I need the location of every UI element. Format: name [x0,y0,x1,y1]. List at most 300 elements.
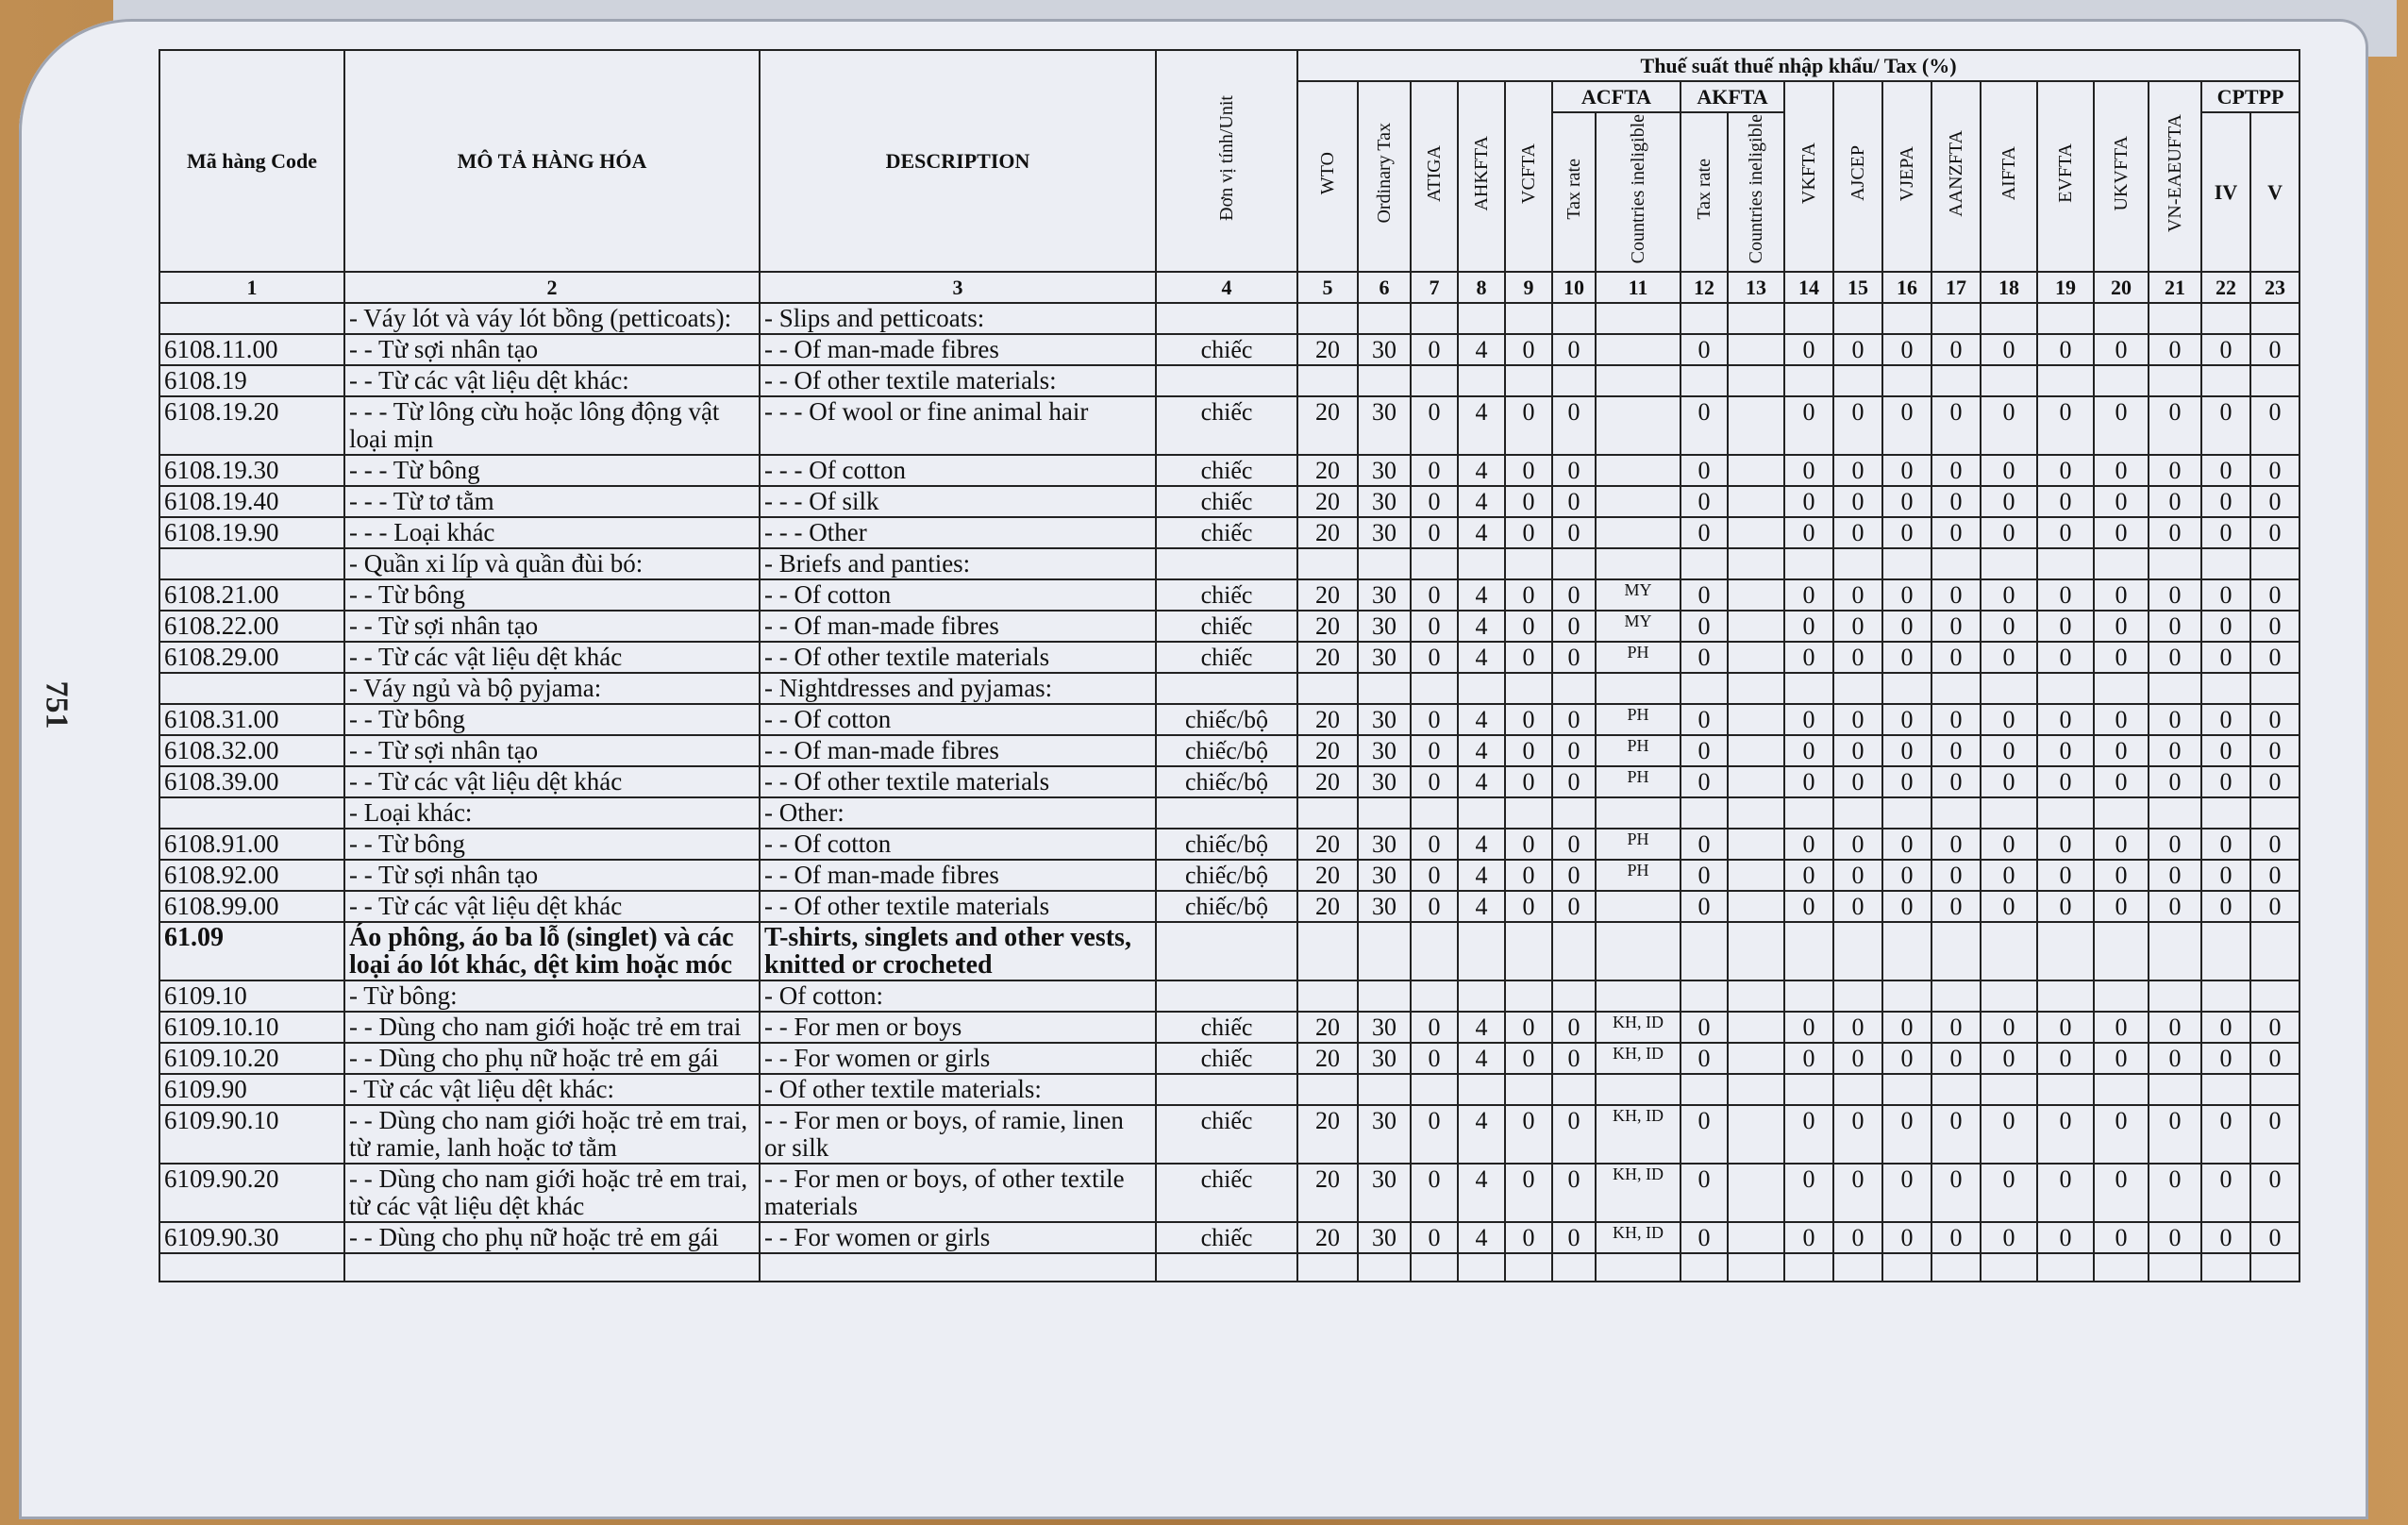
rate-cell: 0 [2201,735,2250,766]
rate-cell: 0 [1681,704,1728,735]
rate-cell: 0 [2201,455,2250,486]
rate-cell: 0 [1882,1043,1931,1074]
rate-cell: 0 [2250,735,2299,766]
rate-cell [1784,548,1833,579]
rate-cell [1505,673,1552,704]
rate-cell: 0 [2094,486,2149,517]
rate-cell: 0 [2250,1012,2299,1043]
rate-cell [2250,1074,2299,1105]
en-description-cell: - - Of cotton [760,579,1156,611]
rate-cell: 0 [2250,486,2299,517]
rate-cell: 0 [2250,517,2299,548]
unit-cell [1156,365,1297,396]
rate-cell: 0 [1882,1222,1931,1253]
rate-cell: 0 [1505,766,1552,797]
rate-cell: 0 [1931,334,1981,365]
rate-cell: 0 [2201,891,2250,922]
hs-code-cell: 6109.10 [159,980,344,1012]
unit-cell [1156,303,1297,334]
rate-cell: 0 [1552,1105,1596,1164]
hs-code-cell: 6109.90.20 [159,1164,344,1222]
empty-cell [344,1253,760,1282]
rate-cell [1552,1074,1596,1105]
rate-cell [2250,980,2299,1012]
rate-cell: 30 [1358,1105,1411,1164]
unit-cell: chiếc [1156,517,1297,548]
rate-cell: 4 [1458,1164,1505,1222]
rate-cell [1596,303,1681,334]
rate-cell: 0 [1882,334,1931,365]
rate-cell [1931,365,1981,396]
rate-cell: 0 [2201,860,2250,891]
rate-cell: 30 [1358,766,1411,797]
rate-cell: 0 [2037,1043,2094,1074]
en-description-cell: - - Of man-made fibres [760,611,1156,642]
rate-cell: 0 [1505,1105,1552,1164]
rate-cell: 0 [1981,704,2037,735]
unit-cell: chiếc [1156,334,1297,365]
en-description-cell: - - For men or boys [760,1012,1156,1043]
rate-cell: 0 [1882,735,1931,766]
rate-cell [2201,797,2250,829]
rate-cell: 0 [1784,455,1833,486]
header-unit-label: Đơn vị tính/Unit [1215,94,1237,221]
rate-cell: 0 [1833,1105,1882,1164]
unit-cell [1156,922,1297,980]
en-description-cell: - - For men or boys, of other textile materials [760,1164,1156,1222]
rate-cell: 0 [1552,829,1596,860]
rate-cell: 0 [1681,1164,1728,1222]
rate-cell [1728,891,1784,922]
vn-description-cell: - Từ các vật liệu dệt khác: [344,1074,760,1105]
rate-cell: 30 [1358,334,1411,365]
rate-cell: 0 [1784,334,1833,365]
hs-code-cell: 6109.90.10 [159,1105,344,1164]
table-row [159,642,2299,673]
rate-cell: 0 [2149,1164,2201,1222]
empty-cell [1505,1253,1552,1282]
rate-cell: 0 [1784,829,1833,860]
rate-cell: 0 [1833,860,1882,891]
rate-cell: 0 [1833,517,1882,548]
en-description-cell: - - - Of silk [760,486,1156,517]
rate-cell [2149,797,2201,829]
rate-cell: 0 [1505,829,1552,860]
col-num: 8 [1458,272,1505,303]
col-num: 1 [159,272,344,303]
en-description-cell: - - - Other [760,517,1156,548]
rate-cell: 0 [2149,396,2201,455]
rate-cell: 30 [1358,829,1411,860]
rate-cell: 0 [2250,704,2299,735]
table-row [159,517,2299,548]
header-evfta [2037,81,2094,272]
vn-description-cell: - Từ bông: [344,980,760,1012]
table-row [159,579,2299,611]
rate-cell: 0 [2037,1012,2094,1043]
rate-cell: 0 [1681,486,1728,517]
rate-cell: 0 [1552,766,1596,797]
empty-cell [760,1253,1156,1282]
rate-cell: 0 [1981,1012,2037,1043]
rate-cell [1505,922,1552,980]
rate-cell: 0 [1411,704,1458,735]
rate-cell: 0 [2037,455,2094,486]
rate-cell [1728,922,1784,980]
rate-cell: 0 [1411,1043,1458,1074]
col-num: 12 [1681,272,1728,303]
rate-cell [1728,455,1784,486]
rate-cell [1596,980,1681,1012]
empty-cell [1156,1253,1297,1282]
rate-cell [1505,1074,1552,1105]
rate-cell [1728,1012,1784,1043]
rate-cell [1833,548,1882,579]
vn-description-cell: - - Từ các vật liệu dệt khác [344,891,760,922]
hs-code-cell: 6109.90.30 [159,1222,344,1253]
rate-cell: 0 [1505,455,1552,486]
rate-cell: 0 [2037,829,2094,860]
rate-cell: 0 [1681,1043,1728,1074]
rate-cell: 0 [1784,1164,1833,1222]
rate-cell: 4 [1458,486,1505,517]
hs-code-cell: 6108.99.00 [159,891,344,922]
vn-description-cell: - - Từ bông [344,704,760,735]
vn-description-cell: - Váy lót và váy lót bồng (petticoats): [344,303,760,334]
en-description-cell: - - For women or girls [760,1043,1156,1074]
rate-cell: PH [1596,829,1681,860]
en-description-cell: - - Of man-made fibres [760,334,1156,365]
unit-cell: chiếc [1156,1043,1297,1074]
rate-cell [2250,303,2299,334]
rate-cell [1297,303,1358,334]
rate-cell: 0 [2037,1105,2094,1164]
vn-description-cell: - - Từ sợi nhân tạo [344,611,760,642]
col-num: 21 [2149,272,2201,303]
rate-cell: 0 [2094,1222,2149,1253]
rate-cell [1552,797,1596,829]
rate-cell: 4 [1458,517,1505,548]
rate-cell [1728,673,1784,704]
rate-cell [1833,980,1882,1012]
header-ordinary-label: Ordinary Tax [1373,123,1395,224]
header-ukvfta [2094,81,2149,272]
header-vkfta-label: VKFTA [1798,142,1819,205]
header-acfta-rate-label: Tax rate [1563,158,1584,220]
col-num: 5 [1297,272,1358,303]
unit-cell: chiếc [1156,1012,1297,1043]
en-description-cell: - - Of other textile materials [760,642,1156,673]
header-v: V [2250,112,2299,272]
hs-code-cell: 6108.31.00 [159,704,344,735]
rate-cell: 0 [1784,860,1833,891]
rate-cell: 4 [1458,766,1505,797]
rate-cell: 0 [1784,735,1833,766]
rate-cell: 0 [1552,455,1596,486]
rate-cell: 0 [2201,579,2250,611]
rate-cell: 0 [2037,517,2094,548]
empty-cell [1981,1253,2037,1282]
rate-cell: PH [1596,860,1681,891]
unit-cell: chiếc [1156,611,1297,642]
rate-cell: 0 [1833,1043,1882,1074]
col-num: 23 [2250,272,2299,303]
header-evfta-label: EVFTA [2054,143,2076,204]
col-num: 17 [1931,272,1981,303]
rate-cell [1981,797,2037,829]
rate-cell: 0 [1505,579,1552,611]
rate-cell: 0 [1784,1105,1833,1164]
table-row [159,486,2299,517]
header-akfta-rate [1681,112,1728,272]
rate-cell [1833,365,1882,396]
rate-cell: 0 [2250,455,2299,486]
rate-cell: 0 [1931,1164,1981,1222]
vn-description-cell: - - - Từ bông [344,455,760,486]
table-row [159,704,2299,735]
en-description-cell: - - Of man-made fibres [760,735,1156,766]
unit-cell: chiếc [1156,1222,1297,1253]
rate-cell: 0 [1833,396,1882,455]
rate-cell: 0 [1681,860,1728,891]
rate-cell [1552,303,1596,334]
rate-cell: 0 [1552,1222,1596,1253]
rate-cell [2149,548,2201,579]
rate-cell: KH, ID [1596,1105,1681,1164]
rate-cell: 0 [2201,1012,2250,1043]
header-aifta-label: AIFTA [1998,146,2019,201]
unit-cell [1156,797,1297,829]
rate-cell: 0 [1681,334,1728,365]
rate-cell: 0 [2094,334,2149,365]
en-description-cell: - - Of other textile materials: [760,365,1156,396]
empty-cell [1681,1253,1728,1282]
rate-cell: 0 [1981,1222,2037,1253]
rate-cell [1882,1074,1931,1105]
rate-cell: 4 [1458,891,1505,922]
rate-cell: 0 [1882,1012,1931,1043]
table-row [159,673,2299,704]
rate-cell: 0 [1505,611,1552,642]
rate-cell: 0 [1981,735,2037,766]
header-vneaeufta [2149,81,2201,272]
vn-description-cell: - - Từ bông [344,829,760,860]
rate-cell: 0 [1784,642,1833,673]
rate-cell: 0 [1882,455,1931,486]
rate-cell: 0 [1981,1043,2037,1074]
rate-cell [2250,797,2299,829]
table-row [159,1074,2299,1105]
rate-cell: 20 [1297,1222,1358,1253]
table-row [159,1012,2299,1043]
rate-cell [1358,1074,1411,1105]
rate-cell: 0 [1931,766,1981,797]
rate-cell: 0 [2094,1105,2149,1164]
rate-cell: 0 [2201,611,2250,642]
rate-cell: 30 [1358,891,1411,922]
empty-cell [1882,1253,1931,1282]
empty-cell [1552,1253,1596,1282]
col-num: 22 [2201,272,2250,303]
rate-cell: 0 [1882,766,1931,797]
rate-cell [2094,1074,2149,1105]
rate-cell [1833,1074,1882,1105]
header-vcfta-label: VCFTA [1517,142,1539,204]
rate-cell: 0 [1784,517,1833,548]
rate-cell: 0 [1411,517,1458,548]
header-ajcep [1833,81,1882,272]
hs-code-cell [159,548,344,579]
table-row [159,829,2299,860]
header-ordinary [1358,81,1411,272]
rate-cell: 0 [2037,891,2094,922]
rate-cell [1931,980,1981,1012]
rate-cell [1931,922,1981,980]
rate-cell [1297,548,1358,579]
rate-cell [1981,303,2037,334]
en-description-cell: - Slips and petticoats: [760,303,1156,334]
header-ukvfta-label: UKVFTA [2110,135,2132,211]
rate-cell [1882,548,1931,579]
rate-cell [1981,980,2037,1012]
header-wto [1297,81,1358,272]
header-vneaeufta-label: VN-EAEUFTA [2164,114,2185,233]
rate-cell [2201,303,2250,334]
rate-cell: 0 [1552,891,1596,922]
rate-cell [1981,365,2037,396]
rate-cell [1297,673,1358,704]
vn-description-cell: Áo phông, áo ba lỗ (singlet) và các loại áo lót khác, dệt kim hoặc móc [344,922,760,980]
rate-cell: 0 [2250,766,2299,797]
rate-cell: 0 [1784,396,1833,455]
header-akfta-ineligible-label: Countries ineligible [1745,114,1766,264]
rate-cell: 0 [1882,579,1931,611]
vn-description-cell: - - Dùng cho nam giới hoặc trẻ em trai, từ ramie, lanh hoặc tơ tằm [344,1105,760,1164]
rate-cell [2201,365,2250,396]
en-description-cell: - - - Of cotton [760,455,1156,486]
rate-cell: 0 [2149,704,2201,735]
rate-cell: 0 [1681,396,1728,455]
rate-cell: 0 [2201,829,2250,860]
rate-cell: 0 [1411,1105,1458,1164]
rate-cell [1505,797,1552,829]
rate-cell [2037,980,2094,1012]
rate-cell: 0 [1681,455,1728,486]
rate-cell [2094,673,2149,704]
col-num: 11 [1596,272,1681,303]
rate-cell: 0 [2149,1222,2201,1253]
header-acfta: ACFTA [1552,81,1681,112]
rate-cell: 20 [1297,611,1358,642]
rate-cell [1596,548,1681,579]
rate-cell: 0 [1981,829,2037,860]
rate-cell [1882,303,1931,334]
vn-description-cell: - - - Loại khác [344,517,760,548]
rate-cell [1596,455,1681,486]
col-num: 15 [1833,272,1882,303]
rate-cell: 30 [1358,735,1411,766]
rate-cell [1728,704,1784,735]
rate-cell [1505,303,1552,334]
rate-cell: 0 [2094,455,2149,486]
rate-cell: 0 [1552,1043,1596,1074]
rate-cell: 0 [1552,517,1596,548]
rate-cell [1458,797,1505,829]
rate-cell [1784,797,1833,829]
header-vkfta [1784,81,1833,272]
rate-cell [1981,1074,2037,1105]
rate-cell: 0 [1784,579,1833,611]
rate-cell [1411,1074,1458,1105]
table-row [159,891,2299,922]
empty-cell [2250,1253,2299,1282]
rate-cell: 20 [1297,486,1358,517]
rate-cell: 0 [2149,829,2201,860]
rate-cell [2250,365,2299,396]
rate-cell [2094,365,2149,396]
rate-cell [2201,548,2250,579]
rate-cell: 4 [1458,579,1505,611]
rate-cell: 0 [1833,611,1882,642]
rate-cell: 0 [2201,517,2250,548]
rate-cell: PH [1596,735,1681,766]
rate-cell [1931,1074,1981,1105]
vn-description-cell: - - Dùng cho nam giới hoặc trẻ em trai, từ các vật liệu dệt khác [344,1164,760,1222]
rate-cell [2149,673,2201,704]
rate-cell: 20 [1297,891,1358,922]
rate-cell: 0 [1833,704,1882,735]
rate-cell: 0 [1411,1222,1458,1253]
rate-cell: 0 [1833,1164,1882,1222]
unit-cell: chiếc [1156,1164,1297,1222]
rate-cell: 0 [1552,1164,1596,1222]
rate-cell: 4 [1458,1043,1505,1074]
rate-cell [1681,365,1728,396]
rate-cell: 0 [2250,1164,2299,1222]
rate-cell: 0 [1411,486,1458,517]
rate-cell: 0 [1882,704,1931,735]
vn-description-cell: - - Dùng cho phụ nữ hoặc trẻ em gái [344,1043,760,1074]
rate-cell [2250,548,2299,579]
table-row [159,922,2299,980]
rate-cell: 30 [1358,486,1411,517]
col-num: 18 [1981,272,2037,303]
rate-cell [1411,548,1458,579]
unit-cell: chiếc/bộ [1156,891,1297,922]
rate-cell [2149,980,2201,1012]
table-row [159,365,2299,396]
rate-cell: 0 [2037,766,2094,797]
rate-cell: 0 [2094,891,2149,922]
rate-cell [1728,548,1784,579]
rate-cell: 0 [1931,455,1981,486]
en-description-cell: - Of cotton: [760,980,1156,1012]
rate-cell: 0 [1931,486,1981,517]
rate-cell: 0 [1552,396,1596,455]
rate-cell [1931,797,1981,829]
rate-cell [1358,303,1411,334]
rate-cell: 0 [2094,517,2149,548]
rate-cell: 0 [1981,1164,2037,1222]
rate-cell: 0 [1552,334,1596,365]
unit-cell [1156,980,1297,1012]
header-cptpp: CPTPP [2201,81,2299,112]
rate-cell: 0 [1784,1222,1833,1253]
col-num: 14 [1784,272,1833,303]
rate-cell [1596,486,1681,517]
col-num: 20 [2094,272,2149,303]
vn-description-cell: - - Từ sợi nhân tạo [344,334,760,365]
